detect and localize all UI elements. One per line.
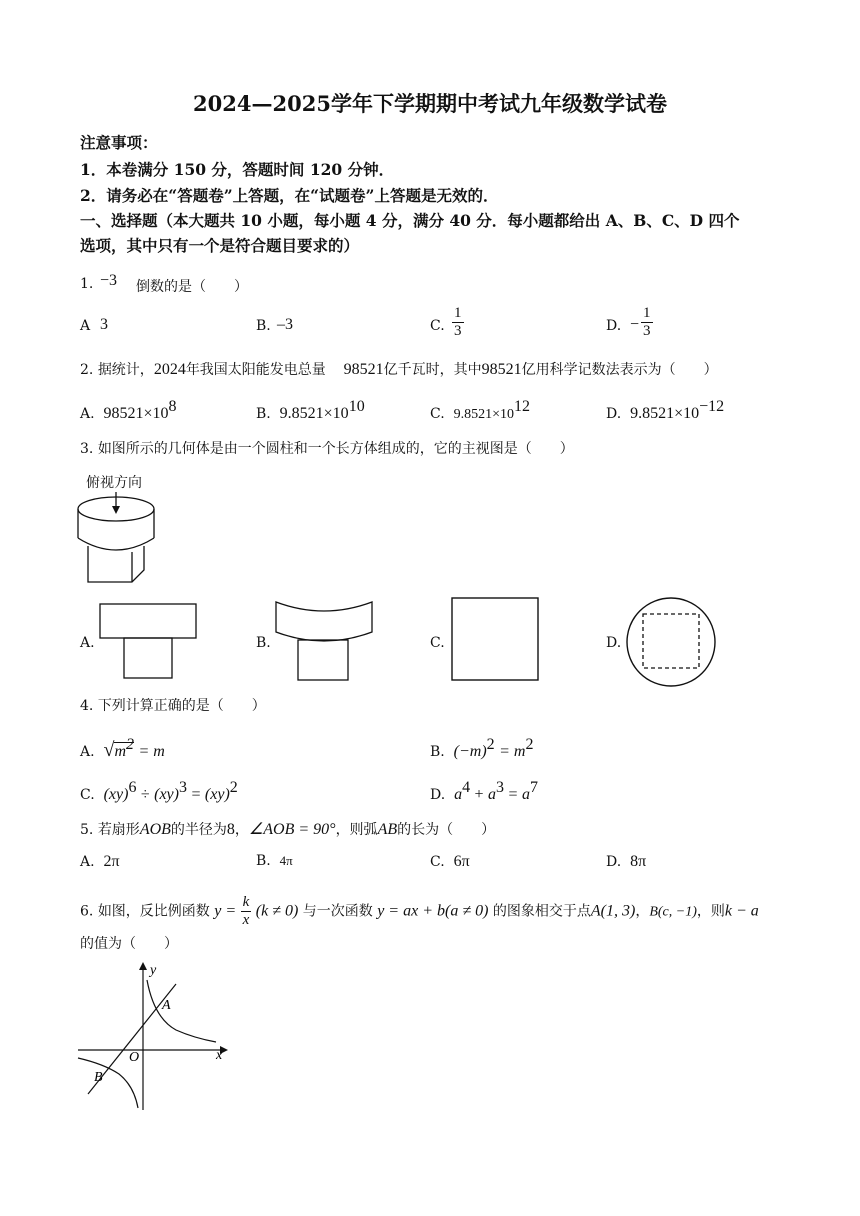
q5-option-b: B. 4π [256, 853, 293, 869]
q2-a-label: A. [80, 406, 95, 422]
q4-d-label: D. [430, 787, 446, 803]
q2-c-label: C. [430, 406, 445, 422]
notice-heading: 注意事项： [80, 133, 158, 152]
q2-option-b [256, 398, 365, 423]
q1-c-denominator: 3 [454, 323, 462, 339]
q1-c-numerator: 1 [454, 305, 462, 321]
q1-option-c-label: C. [430, 318, 445, 334]
q6-stem-line2: 的值为（ ） [80, 936, 178, 952]
q6-graph [74, 958, 234, 1114]
q6-point-a: A(1, 3) [590, 902, 636, 920]
q2-d-label: D. [606, 406, 622, 422]
q1-option-d-fraction [641, 305, 653, 340]
q2-d-base: 9.8521×10 [630, 405, 700, 422]
q6-point-b: B(c, −1) [649, 904, 697, 920]
q2-option-c [430, 398, 530, 423]
q3-cuboid [88, 546, 144, 582]
q3-option-d-figure [622, 594, 720, 690]
q1-option-d-sign: − [630, 316, 640, 333]
q4-b-exponent: 2 [486, 736, 495, 753]
q2-b-base: 9.8521×10 [279, 405, 349, 422]
q1-stem: 倒数的是（ ） [136, 279, 248, 295]
q5-stem: 5. 若扇形AOB的半径为8，∠AOB = 90°，则弧AB的长为（ ） [80, 821, 496, 838]
q4-b-label: B. [430, 744, 445, 760]
q4-a-radicand: $m^2$ [114, 736, 135, 760]
q6-hyperbola-q1 [147, 980, 216, 1042]
q3-option-c-figure [448, 594, 544, 684]
q4-option-b [430, 736, 533, 761]
q5-sector: AOB [139, 821, 171, 838]
q6-label-b: B [94, 1070, 103, 1085]
q6-label-origin: O [129, 1050, 140, 1065]
q3-option-a-figure [96, 600, 200, 682]
q5-angle: ∠AOB = 90° [248, 821, 336, 838]
q5-number: 5. [80, 822, 94, 838]
q1-option-d-label: D. [606, 318, 622, 334]
q5-option-a: A. 2π [80, 853, 120, 870]
q6-label-y: y [150, 963, 157, 978]
section-heading-line2: 选项，其中只有一个是符合题目要求的） [80, 236, 360, 255]
q3-option-a-label: A. [80, 635, 95, 651]
q6-number: 6. [80, 903, 94, 920]
q4-option-d: D. $a^4 + a^3 = a^7$ [430, 779, 538, 803]
q1-d-denominator: 3 [643, 323, 651, 339]
q2-a-exponent: 8 [168, 398, 177, 415]
q1-d-numerator: 1 [643, 305, 651, 321]
q2-year: 2024 [153, 361, 186, 378]
q2-c-base: 9.8521×10 [453, 407, 514, 422]
q4-b-lhs: (−m) [453, 743, 487, 760]
notice-item-1: 1．本卷满分 150 分，答题时间 120 分钟． [80, 160, 395, 179]
q3-option-b-label: B. [256, 635, 271, 651]
q4-b-rhs-exponent: 2 [525, 736, 534, 753]
q2-value: 98521 [343, 361, 384, 378]
q4-stem [80, 695, 266, 715]
q2-text-4: 亿用科学记数法表示为（ ） [521, 362, 718, 378]
page-title: 2024—2025学年下学期期中考试九年级数学试卷 [193, 91, 667, 116]
q3-option-d-label: D. [606, 635, 622, 651]
q4-option-a [80, 736, 165, 762]
q5-option-d: D. 8π [606, 853, 647, 870]
q2-d-exponent: −12 [699, 398, 725, 415]
q3-option-c-label: C. [430, 635, 445, 651]
q3-arrow-head [112, 506, 120, 514]
q2-stem [80, 359, 718, 379]
q2-a-base: 98521×10 [103, 405, 169, 422]
q2-option-a [80, 398, 177, 423]
section-heading-line1: 一、选择题（本大题共 10 小题，每小题 4 分，满分 40 分．每小题都给出 A、B、C、D 四个 [80, 211, 740, 230]
q4-a-rhs: = m [138, 743, 165, 760]
q5-option-c: C. 6π [430, 853, 470, 870]
q1-option-a-label: A [80, 318, 91, 334]
q5-radius: 8 [226, 821, 235, 838]
q2-c-exponent: 12 [513, 398, 530, 415]
q6-stem: 6. 如图，反比例函数 y = $\frac{k}{x}$ (k ≠ 0) 与一次函数 y = ax + b(a ≠ 0) 的图象相交于点A(1, 3)，B(c, −1)，则k − a [80, 894, 759, 928]
notice-item-2: 2．请务必在“答题卷”上答题，在“试题卷”上答题是无效的． [80, 186, 499, 205]
q3-stem [80, 438, 574, 458]
q6-target: k − a [724, 902, 759, 920]
q4-a-label: A. [80, 744, 95, 760]
q6-hyperbola-q3 [78, 1058, 138, 1108]
q6-label-a: A [162, 998, 171, 1013]
q3-solid-figure [70, 488, 170, 588]
q4-a-radical-sign: √ [103, 739, 115, 761]
q1-expression: −3 [100, 272, 118, 289]
q2-text-1: 据统计， [97, 362, 154, 378]
q2-b-label: B. [256, 406, 271, 422]
q4-text: 下列计算正确的是（ ） [97, 698, 266, 714]
q1-option-b-value: –3 [277, 316, 293, 333]
q4-c-label: C. [80, 787, 95, 803]
q3-number: 3. [80, 441, 94, 457]
q6-label-x: x [216, 1048, 223, 1063]
q4-number: 4. [80, 698, 94, 714]
q2-b-exponent: 10 [348, 398, 365, 415]
q3-view-direction-label: 俯视方向 [86, 475, 142, 491]
q1-number: 1. [80, 276, 94, 292]
q2-option-d [606, 398, 724, 423]
q1-option-c-fraction [452, 305, 464, 340]
q2-text-2: 年我国太阳能发电总量 [185, 362, 326, 378]
q3-cylinder-bottom [78, 538, 154, 550]
q4-b-rhs: = m [499, 743, 526, 760]
q1-option-a-value: 3 [100, 316, 108, 333]
q2-value-2: 98521 [481, 361, 522, 378]
q2-text-3: 亿千瓦时，其中 [383, 362, 482, 378]
q6-linear-function: y = ax + b(a ≠ 0) [377, 902, 489, 920]
q3-text: 如图所示的几何体是由一个圆柱和一个长方体组成的，它的主视图是（ ） [97, 441, 574, 457]
q1-option-b-label: B. [256, 318, 271, 334]
q2-number: 2. [80, 362, 94, 378]
q3-option-b-figure [272, 598, 376, 684]
q4-option-c: C. (xy)$^6$ ÷ (xy)$^3$ = (xy)$^2$ [80, 779, 238, 803]
q5-arc: AB [377, 821, 398, 838]
